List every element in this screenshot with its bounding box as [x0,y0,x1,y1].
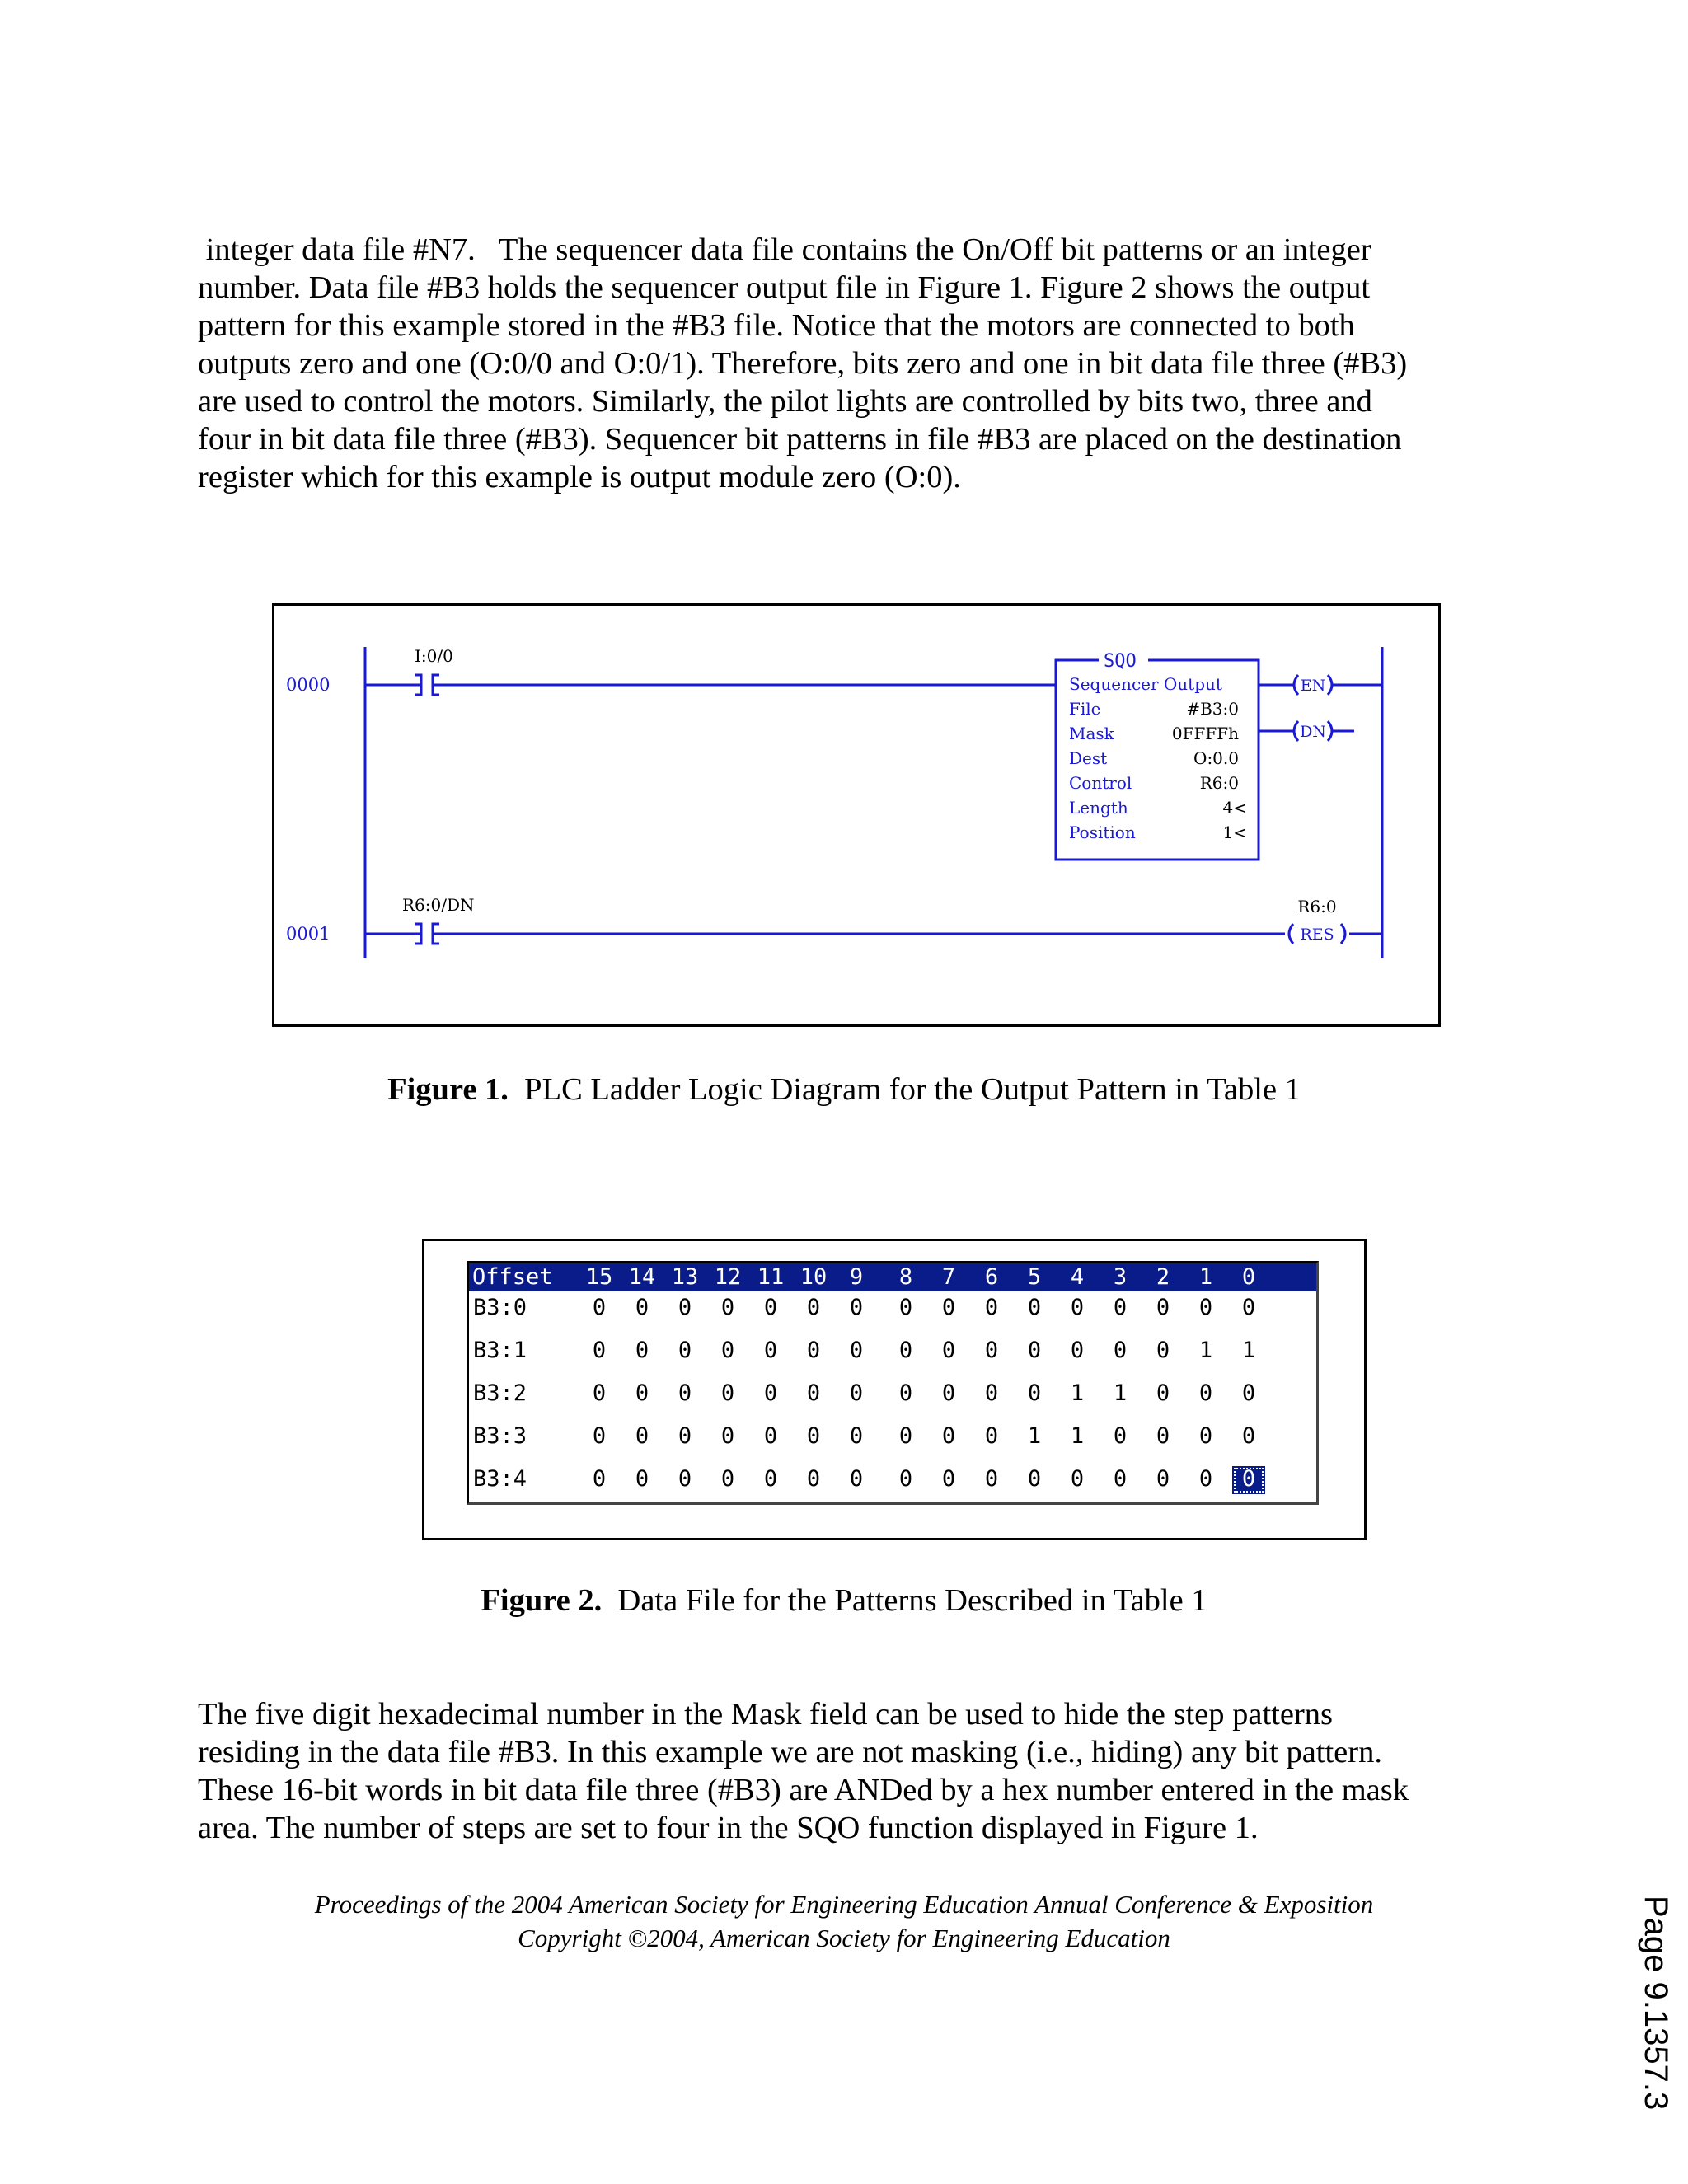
rung0-number: 0000 [286,675,331,695]
header-offset: Offset [472,1264,553,1290]
bit-cell[interactable]: 0 [984,1338,999,1363]
data-file-table [467,1261,1319,1505]
bit-cell[interactable]: 0 [898,1423,913,1449]
bit-cell[interactable]: 0 [1113,1295,1128,1320]
bit-cell[interactable]: 0 [849,1466,864,1492]
bit-cell[interactable]: 1 [1070,1380,1085,1406]
header-bit: 6 [984,1264,999,1290]
bit-cell[interactable]: 0 [635,1380,649,1406]
bit-cell[interactable]: 0 [635,1295,649,1320]
bit-cell[interactable]: 0 [1198,1295,1213,1320]
bit-cell[interactable]: 0 [678,1380,692,1406]
text-line: outputs zero and one (O:0/0 and O:0/1). Therefore, bits zero and one in bit data file three (#B3) [198,346,1408,381]
text-line: integer data file #N7. The sequencer data file contains the On/Off bit patterns or an integer [198,232,1372,267]
body-paragraph-bottom [198,1695,1484,1847]
bit-cell[interactable]: 0 [1070,1466,1085,1492]
sqo-field-value: O:0.0 [1193,748,1239,768]
text-line: pattern for this example stored in the #B3 file. Notice that the motors are connected to both [198,308,1355,343]
coil-en-label: EN [1300,677,1326,695]
bit-cell[interactable]: 0 [1156,1423,1170,1449]
sqo-field-label: File [1069,699,1101,719]
page-number: Page 9.1357.3 [1638,1896,1674,2111]
header-bit: 5 [1027,1264,1042,1290]
bit-cell[interactable]: 0 [849,1423,864,1449]
sqo-field-value: 1< [1222,823,1247,842]
bit-cell[interactable]: 0 [984,1380,999,1406]
bit-cell[interactable]: 0 [1241,1380,1256,1406]
bit-cell[interactable]: 0 [763,1380,778,1406]
bit-cell[interactable]: 1 [1198,1338,1213,1363]
bit-cell[interactable]: 0 [806,1338,821,1363]
bit-cell[interactable]: 0 [1198,1380,1213,1406]
header-bit: 14 [628,1264,656,1290]
bit-cell[interactable]: 0 [763,1466,778,1492]
footer-proceedings: Proceedings of the 2004 American Society for Engineering Education Annual Conference & Exposition [314,1890,1374,1919]
header-bit: 11 [757,1264,785,1290]
bit-cell[interactable]: 0 [763,1423,778,1449]
bit-cell[interactable]: 0 [898,1466,913,1492]
bit-cell[interactable]: 0 [1241,1295,1256,1320]
sqo-name: Sequencer Output [1069,674,1222,694]
bit-cell[interactable]: 0 [806,1466,821,1492]
header-bit: 1 [1198,1264,1213,1290]
text-line: residing in the data file #B3. In this example we are not masking (i.e., hiding) any bit pattern. [198,1735,1382,1769]
bit-cell[interactable]: 0 [1241,1423,1256,1449]
bit-cell[interactable]: 0 [941,1423,956,1449]
bit-cell[interactable]: 1 [1113,1380,1128,1406]
figure1-caption-label: Figure 1. [387,1072,509,1107]
bit-cell[interactable]: 1 [1027,1423,1042,1449]
text-line: area. The number of steps are set to four in the SQO function displayed in Figure 1. [198,1811,1259,1845]
sqo-field-label: Dest [1069,748,1108,768]
bit-cell[interactable]: 0 [592,1338,607,1363]
coil-dn-label: DN [1300,723,1326,741]
footer-copyright: Copyright ©2004, American Society for Engineering Education [518,1924,1170,1952]
header-bit: 9 [849,1264,864,1290]
bit-cell[interactable]: 0 [1198,1423,1213,1449]
bit-cell[interactable]: 0 [849,1380,864,1406]
bit-cell[interactable]: 0 [898,1380,913,1406]
row-offset-label: B3:0 [473,1295,528,1320]
bit-cell[interactable]: 0 [592,1466,607,1492]
sqo-field-value: 4< [1222,798,1247,818]
bit-cell[interactable]: 0 [1070,1338,1085,1363]
figure1-ladder-diagram [272,603,1441,1027]
header-bit: 15 [585,1264,613,1290]
bit-cell[interactable]: 0 [1198,1466,1213,1492]
text-line: four in bit data file three (#B3). Sequencer bit patterns in file #B3 are placed on the destination [198,422,1402,457]
header-bit: 12 [714,1264,742,1290]
body-paragraph-top [198,231,1484,496]
bit-cell[interactable]: 0 [678,1423,692,1449]
bit-cell[interactable]: 0 [1156,1295,1170,1320]
bit-cell[interactable]: 0 [1156,1338,1170,1363]
bit-cell[interactable]: 0 [1070,1295,1085,1320]
text-line: number. Data file #B3 holds the sequencer output file in Figure 1. Figure 2 shows the output [198,270,1371,305]
bit-cell[interactable]: 0 [941,1295,956,1320]
table-header [469,1263,1316,1291]
bit-cell[interactable]: 0 [1156,1466,1170,1492]
bit-cell[interactable]: 0 [984,1466,999,1492]
sqo-title: SQO [1104,651,1137,672]
coil-res-right [1341,924,1345,944]
bit-cell[interactable]: 0 [898,1338,913,1363]
coil-res-label: RES [1300,926,1334,944]
coil-dn-right [1328,721,1332,741]
header-bit: 0 [1241,1264,1256,1290]
bit-cell[interactable]: 0 [941,1380,956,1406]
header-bit: 10 [799,1264,828,1290]
bit-cell[interactable]: 0 [941,1338,956,1363]
figure1-caption-text: PLC Ladder Logic Diagram for the Output Pattern in Table 1 [508,1072,1301,1107]
header-bit: 3 [1113,1264,1128,1290]
header-bit: 8 [898,1264,913,1290]
bit-cell[interactable]: 0 [849,1338,864,1363]
coil-en-right [1328,675,1332,695]
bit-cell[interactable]: 0 [849,1295,864,1320]
bit-cell[interactable]: 0 [763,1338,778,1363]
bit-cell[interactable]: 0 [1113,1466,1128,1492]
bit-cell[interactable]: 0 [806,1295,821,1320]
row-offset-label: B3:3 [473,1423,528,1449]
bit-cell[interactable]: 0 [635,1338,649,1363]
bit-cell[interactable]: 0 [720,1423,735,1449]
ladder-svg [274,606,1438,1024]
contact1-label: R6:0/DN [402,895,475,915]
sqo-field-label: Length [1069,798,1128,818]
rung1-number: 0001 [286,924,331,944]
bit-cell[interactable]: 0 [1113,1423,1128,1449]
bit-cell[interactable]: 0 [1027,1295,1042,1320]
res-address: R6:0 [1297,897,1337,916]
bit-cell[interactable]: 0 [941,1466,956,1492]
bit-cell[interactable]: 0 [898,1295,913,1320]
header-bit: 7 [941,1264,956,1290]
sqo-field-label: Position [1069,823,1136,842]
text-line: register which for this example is output module zero (O:0). [198,460,961,494]
row-offset-label: B3:1 [473,1338,528,1363]
coil-dn-left [1294,721,1298,741]
row-offset-label: B3:2 [473,1380,528,1406]
coil-en-left [1294,675,1298,695]
figure1-caption [0,1071,1688,1108]
header-bit: 4 [1070,1264,1085,1290]
bit-cell[interactable]: 0 [984,1423,999,1449]
row-offset-label: B3:4 [473,1466,528,1492]
bit-cell[interactable]: 0 [592,1380,607,1406]
bit-cell[interactable]: 1 [1070,1423,1085,1449]
sqo-field-value: 0FFFFh [1171,724,1239,743]
bit-cell[interactable]: 0 [806,1423,821,1449]
bit-cell[interactable]: 0 [720,1338,735,1363]
bit-cell[interactable]: 0 [1027,1380,1042,1406]
header-bit: 13 [671,1264,699,1290]
sqo-field-label: Control [1069,773,1132,793]
bit-cell[interactable]: 1 [1241,1338,1256,1363]
bit-cell[interactable]: 0 [720,1466,735,1492]
bit-cell[interactable]: 0 [1156,1380,1170,1406]
figure2-caption-label: Figure 2. [481,1583,603,1618]
bit-cell[interactable]: 0 [592,1423,607,1449]
text-line: are used to control the motors. Similarly, the pilot lights are controlled by bits two, three and [198,384,1372,419]
sqo-field-value: #B3:0 [1186,699,1239,719]
bit-cell[interactable]: 0 [1113,1338,1128,1363]
bit-cell[interactable]: 0 [806,1380,821,1406]
bit-cell[interactable]: 0 [1027,1338,1042,1363]
bit-cell[interactable]: 0 [720,1380,735,1406]
sqo-field-label: Mask [1069,724,1114,743]
bit-cell[interactable]: 0 [1232,1466,1265,1494]
bit-cell[interactable]: 0 [720,1295,735,1320]
bit-cell[interactable]: 0 [635,1466,649,1492]
figure2-caption [0,1582,1688,1619]
header-bit: 2 [1156,1264,1170,1290]
page-footer [0,1887,1688,1955]
text-line: The five digit hexadecimal number in the Mask field can be used to hide the step patterns [198,1697,1334,1732]
bit-cell[interactable]: 0 [984,1295,999,1320]
text-line: These 16-bit words in bit data file three (#B3) are ANDed by a hex number entered in the mask [198,1773,1409,1807]
bit-cell[interactable]: 0 [1027,1466,1042,1492]
bit-cell[interactable]: 0 [678,1338,692,1363]
bit-cell[interactable]: 0 [678,1466,692,1492]
sqo-field-value: R6:0 [1199,773,1239,793]
contact0-label: I:0/0 [415,646,453,666]
bit-cell[interactable]: 0 [763,1295,778,1320]
bit-cell[interactable]: 0 [592,1295,607,1320]
coil-res-left [1289,924,1293,944]
figure2-caption-text: Data File for the Patterns Described in Table 1 [602,1583,1207,1618]
bit-cell[interactable]: 0 [678,1295,692,1320]
bit-cell[interactable]: 0 [635,1423,649,1449]
